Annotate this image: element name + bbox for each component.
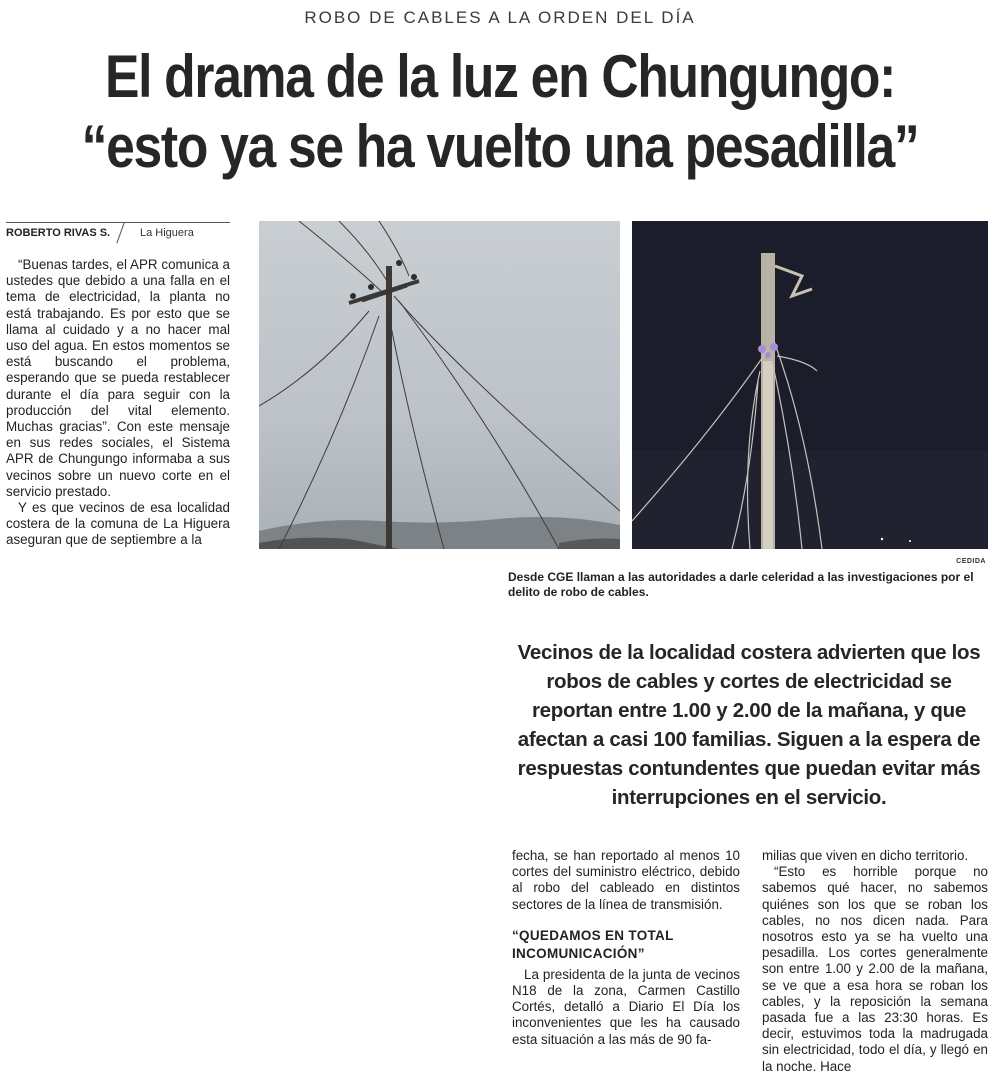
author-name: ROBERTO RIVAS S. bbox=[6, 227, 111, 239]
photo-utility-pole-night-image bbox=[632, 221, 988, 549]
paragraph: “Buenas tardes, el APR comunica a ustedes que debido a una falla en el tema de electricidad, la planta no está trabajando. Es por esto que se llama al cuidado y a no hacer mal uso del agua. En estos momentos se está buscando el problema, esperando que se pueda restablecer durante el día para seguir con la producción del vital elemento. Muchas gracias”. Con este mensaje en sus redes sociales, el Sistema APR de Chungungo informaba a sus vecinos sobre un nuevo corte en el servicio prestado. bbox=[6, 257, 230, 499]
location: La Higuera bbox=[140, 227, 194, 239]
body-column-3 bbox=[762, 848, 988, 1075]
paragraph: “Esto es horrible porque no sabemos qué hacer, no sabemos quiénes son los que se roban los cables, no nos dicen nada. Para nosotros esto ya se ha vuelto una pesadilla. Los cortes generalmente son entre 1.00 y 2.00 de la mañana, se ve que a esa hora se roban los cables, y la reposición la semana pasada fue a las 23:30 horas. Es decir, estuvimos toda la madrugada sin electricidad, todo el día, y llegó en la noche. Hace bbox=[762, 864, 988, 1074]
kicker: ROBO DE CABLES A LA ORDEN DEL DÍA bbox=[304, 8, 696, 27]
photo-utility-pole-night bbox=[632, 221, 988, 549]
pull-quote: Vecinos de la localidad costera advierten que los robos de cables y cortes de electricidad se reportan entre 1.00 y 2.00 de la mañana, y que afectan a casi 100 familias. Siguen a la espera de respuestas contundentes que puedan evitar más interrupciones en el servicio. bbox=[517, 641, 981, 809]
byline bbox=[6, 222, 230, 243]
photo-utility-pole-day bbox=[259, 221, 620, 549]
headline-line-2: “esto ya se ha vuelto una pesadilla” bbox=[81, 113, 919, 180]
paragraph: La presidenta de la junta de vecinos N18 de la zona, Carmen Castillo Cortés, detalló a Diario El Día los inconvenientes que les ha causado esta situación a las más de 90 fa- bbox=[512, 966, 740, 1047]
body-column-2 bbox=[512, 848, 740, 1048]
photo-credit: CEDIDA bbox=[956, 558, 986, 565]
headline bbox=[70, 42, 930, 182]
byline-divider bbox=[116, 222, 124, 243]
paragraph: fecha, se han reportado al menos 10 cortes del suministro eléctrico, debido al robo del cableado en distintos sectores de la línea de transmisión. bbox=[512, 848, 740, 912]
photo-caption: Desde CGE llaman a las autoridades a darle celeridad a las investigaciones por el delito de robo de cables. bbox=[508, 570, 974, 599]
subheading: “QUEDAMOS EN TOTAL INCOMUNICACIÓN” bbox=[512, 927, 674, 961]
paragraph: milias que viven en dicho territorio. bbox=[762, 848, 969, 863]
headline-line-1: El drama de la luz en Chungungo: bbox=[104, 43, 896, 110]
photo-utility-pole-day-image bbox=[259, 221, 620, 549]
paragraph: Y es que vecinos de esa localidad costera de la comuna de La Higuera aseguran que de septiembre a la bbox=[6, 500, 230, 548]
body-column-1 bbox=[6, 257, 230, 549]
